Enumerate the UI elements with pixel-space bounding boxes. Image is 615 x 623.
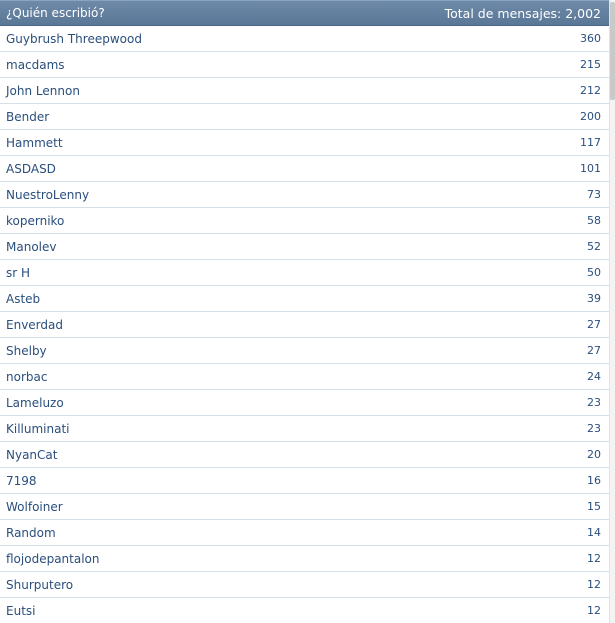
poster-row[interactable] [0, 520, 610, 546]
poster-name-link[interactable]: sr H [6, 265, 31, 280]
post-count: 15 [587, 500, 601, 513]
poster-row[interactable] [0, 104, 610, 130]
poster-name-link[interactable]: NuestroLenny [6, 187, 90, 202]
post-count: 16 [587, 474, 601, 487]
post-count: 360 [580, 32, 601, 45]
poster-name-link[interactable]: Killuminati [6, 421, 70, 436]
poster-row[interactable] [0, 390, 610, 416]
post-count: 101 [580, 162, 601, 175]
post-count: 200 [580, 110, 601, 123]
panel-title: ¿Quién escribió? [6, 6, 105, 20]
scrollbar[interactable] [609, 0, 615, 623]
panel-header [0, 0, 610, 26]
post-count: 23 [587, 396, 601, 409]
poster-row[interactable] [0, 468, 610, 494]
poster-row[interactable] [0, 156, 610, 182]
poster-row[interactable] [0, 26, 610, 52]
poster-row[interactable] [0, 598, 610, 623]
poster-row[interactable] [0, 130, 610, 156]
poster-row[interactable] [0, 416, 610, 442]
poster-name-link[interactable]: Lameluzo [6, 395, 64, 410]
poster-name-link[interactable]: Wolfoiner [6, 499, 63, 514]
poster-name-link[interactable]: Random [6, 525, 56, 540]
poster-row[interactable] [0, 234, 610, 260]
poster-name-link[interactable]: NyanCat [6, 447, 58, 462]
poster-row[interactable] [0, 52, 610, 78]
scrollbar-thumb[interactable] [610, 2, 615, 100]
poster-name-link[interactable]: macdams [6, 57, 65, 72]
poster-name-link[interactable]: Bender [6, 109, 50, 124]
post-count: 12 [587, 552, 601, 565]
post-count: 12 [587, 604, 601, 617]
post-count: 24 [587, 370, 601, 383]
total-posts-label: Total de mensajes: 2,002 [444, 5, 601, 21]
post-count: 23 [587, 422, 601, 435]
post-count: 12 [587, 578, 601, 591]
post-count: 52 [587, 240, 601, 253]
post-count: 39 [587, 292, 601, 305]
post-count: 50 [587, 266, 601, 279]
poster-name-link[interactable]: koperniko [6, 213, 65, 228]
poster-name-link[interactable]: ASDASD [6, 161, 56, 176]
poster-row[interactable] [0, 312, 610, 338]
poster-name-link[interactable]: Eutsi [6, 603, 36, 618]
poster-row[interactable] [0, 208, 610, 234]
poster-name-link[interactable]: Shurputero [6, 577, 74, 592]
poster-row[interactable] [0, 494, 610, 520]
poster-name-link[interactable]: Guybrush Threepwood [6, 31, 142, 46]
poster-row[interactable] [0, 572, 610, 598]
poster-name-link[interactable]: 7198 [6, 473, 37, 488]
poster-name-link[interactable]: flojodepantalon [6, 551, 100, 566]
poster-name-link[interactable]: norbac [6, 369, 48, 384]
poster-row[interactable] [0, 182, 610, 208]
post-count: 73 [587, 188, 601, 201]
poster-name-link[interactable]: Shelby [6, 343, 47, 358]
post-count: 27 [587, 344, 601, 357]
post-count: 215 [580, 58, 601, 71]
poster-name-link[interactable]: Manolev [6, 239, 57, 254]
poster-row[interactable] [0, 442, 610, 468]
poster-name-link[interactable]: Asteb [6, 291, 41, 306]
post-count: 20 [587, 448, 601, 461]
poster-row[interactable] [0, 338, 610, 364]
poster-row[interactable] [0, 546, 610, 572]
poster-name-link[interactable]: Hammett [6, 135, 63, 150]
post-count: 27 [587, 318, 601, 331]
post-count: 58 [587, 214, 601, 227]
poster-name-link[interactable]: Enverdad [6, 317, 63, 332]
poster-name-link[interactable]: John Lennon [6, 83, 80, 98]
poster-row[interactable] [0, 78, 610, 104]
poster-row[interactable] [0, 364, 610, 390]
poster-row[interactable] [0, 260, 610, 286]
post-count: 117 [580, 136, 601, 149]
poster-row[interactable] [0, 286, 610, 312]
post-count: 212 [580, 84, 601, 97]
post-count: 14 [587, 526, 601, 539]
poster-list [0, 26, 610, 623]
